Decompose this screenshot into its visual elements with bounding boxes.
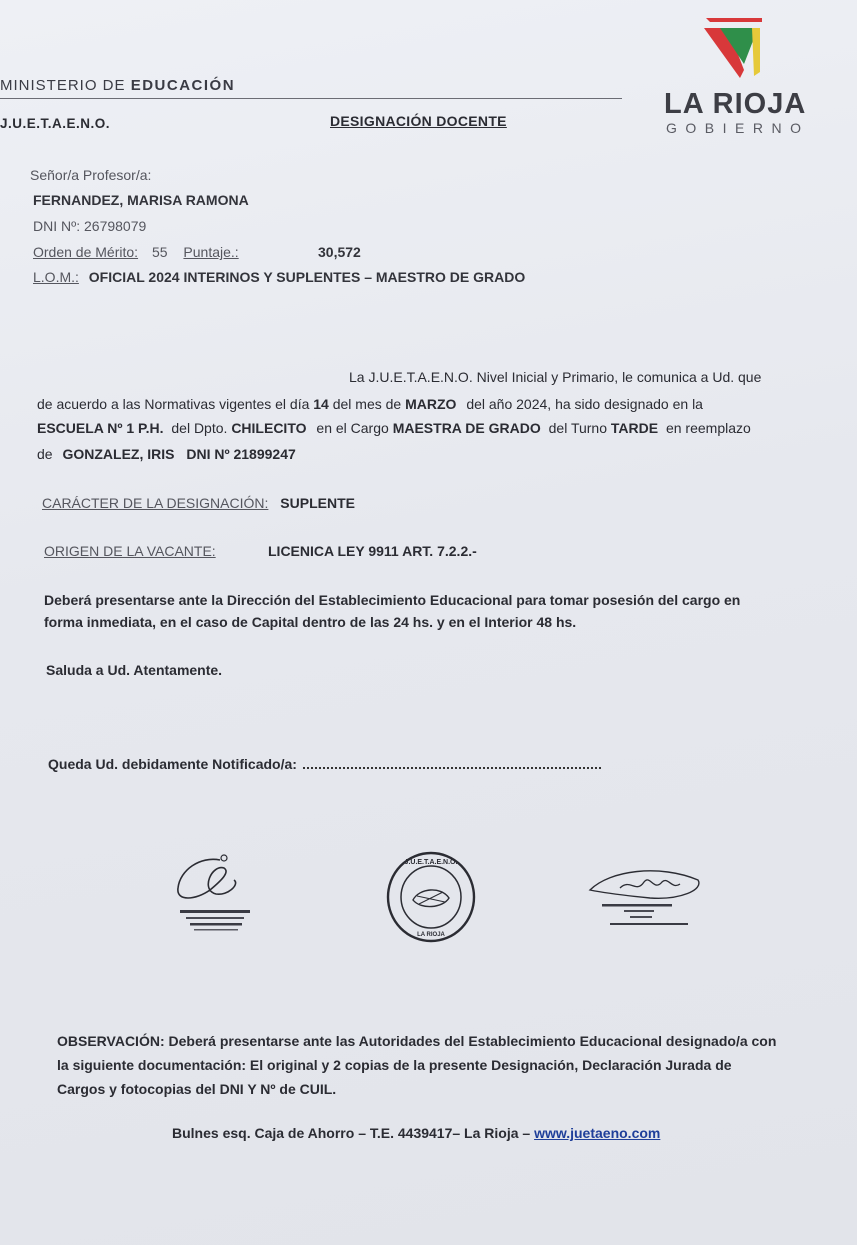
recipient-name: FERNANDEZ, MARISA RAMONA — [33, 192, 249, 208]
body-line-4 — [37, 446, 296, 462]
body-text: del Dpto. — [171, 420, 228, 436]
designation-month: MARZO — [405, 396, 457, 412]
replaced-teacher: GONZALEZ, IRIS — [62, 446, 175, 462]
orden-value: 55 — [151, 244, 168, 260]
caracter-line — [42, 495, 355, 511]
orden-label: Orden de Mérito: — [33, 244, 139, 260]
document-title: DESIGNACIÓN DOCENTE — [330, 113, 507, 129]
website-link[interactable]: www.juetaeno.com — [534, 1125, 661, 1141]
body-line-2 — [37, 396, 703, 412]
footer — [172, 1125, 660, 1141]
body-text: en el Cargo — [316, 420, 389, 436]
caracter-value: SUPLENTE — [280, 495, 355, 511]
lom-line — [33, 269, 525, 285]
observation-line-1 — [57, 1033, 776, 1049]
lom-label: L.O.M.: — [33, 269, 79, 285]
body-line-3 — [37, 420, 751, 436]
observation-line-2: la siguiente documentación: El original y 2 copias de la presente Designación, Declaración Jurada de — [57, 1057, 732, 1073]
instruction-line-2: forma inmediata, en el caso de Capital dentro de las 24 hs. y en el Interior 48 hs. — [44, 614, 577, 630]
instruction-line-1: Deberá presentarse ante la Dirección del Establecimiento Educacional para tomar posesión del cargo en — [44, 592, 741, 608]
caracter-label: CARÁCTER DE LA DESIGNACIÓN: — [42, 495, 269, 511]
stamp-bottom-text: LA RIOJA — [417, 932, 445, 938]
puntaje-value: 30,572 — [318, 244, 361, 260]
footer-address: Bulnes esq. Caja de Ahorro – T.E. 4439417– La Rioja – — [172, 1125, 531, 1141]
origen-value: LICENICA LEY 9911 ART. 7.2.2.- — [268, 543, 477, 559]
observation-text: Deberá presentarse ante las Autoridades del Establecimiento Educacional designado/a con — [168, 1033, 777, 1049]
observation-label: OBSERVACIÓN: — [57, 1033, 165, 1049]
origen-label: ORIGEN DE LA VACANTE: — [44, 543, 216, 559]
closing-salutation: Saluda a Ud. Atentamente. — [46, 662, 223, 678]
header-rule — [0, 98, 622, 99]
logo-subtitle: GOBIERNO — [666, 120, 810, 136]
salutation: Señor/a Profesor/a: — [30, 167, 152, 183]
body-text: en reemplazo — [665, 420, 751, 436]
turno-name: TARDE — [610, 420, 659, 436]
body-text: del Turno — [548, 420, 607, 436]
replaced-teacher-dni: DNI Nº 21899247 — [186, 446, 296, 462]
body-text: de — [37, 446, 53, 462]
cargo-name: MAESTRA DE GRADO — [392, 420, 541, 436]
department-name: CHILECITO — [231, 420, 307, 436]
origen-line — [44, 543, 216, 559]
body-text: del mes de — [332, 396, 402, 412]
org-name: J.U.E.T.A.E.N.O. — [0, 116, 111, 131]
notification-line — [48, 756, 601, 772]
stamp-top-text: J.U.E.T.A.E.N.O. — [404, 859, 458, 866]
signature-dotted-line — [303, 767, 601, 769]
notification-label: Queda Ud. debidamente Notificado/a: — [48, 756, 297, 772]
orden-line — [33, 244, 239, 260]
school-name: ESCUELA Nº 1 P.H. — [37, 420, 164, 436]
logo-name: LA RIOJA — [664, 88, 807, 120]
observation-line-3: Cargos y fotocopias del DNI Y Nº de CUIL. — [57, 1081, 337, 1097]
ministry-bold: EDUCACIÓN — [130, 77, 236, 94]
ministry-prefix: MINISTERIO DE — [0, 77, 126, 94]
recipient-dni: DNI Nº: 26798079 — [33, 218, 147, 234]
official-stamp — [385, 850, 477, 944]
body-text: del año 2024, ha sido designado en la — [466, 396, 703, 412]
lom-value: OFICIAL 2024 INTERINOS Y SUPLENTES – MAESTRO DE GRADO — [88, 269, 526, 285]
puntaje-label: Puntaje.: — [183, 244, 239, 260]
designation-day: 14 — [313, 396, 329, 412]
right-signature — [580, 860, 710, 935]
ministry-heading — [0, 77, 235, 94]
body-text: de acuerdo a las Normativas vigentes el día — [37, 396, 310, 412]
body-line-1: La J.U.E.T.A.E.N.O. Nivel Inicial y Primario, le comunica a Ud. que — [349, 369, 762, 385]
la-rioja-logo-icon — [700, 14, 768, 86]
left-signature — [160, 850, 270, 945]
